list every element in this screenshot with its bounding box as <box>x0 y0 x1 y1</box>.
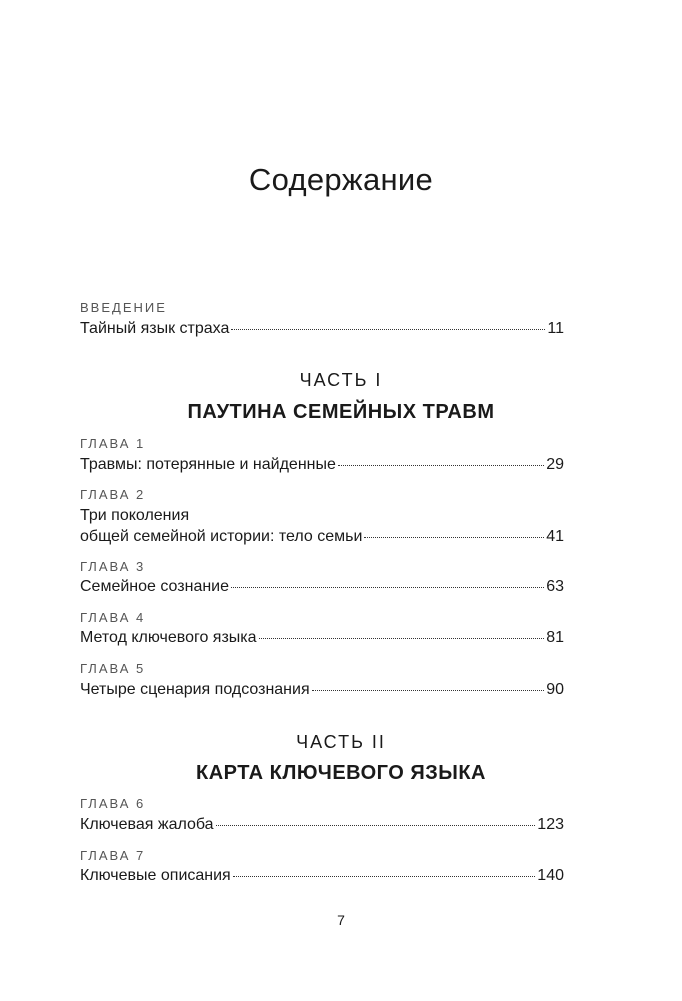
intro-label: ВВЕДЕНИЕ <box>80 300 167 315</box>
dot-leader <box>338 464 544 466</box>
chapter-label: ГЛАВА 2 <box>80 487 146 502</box>
chapter-label: ГЛАВА 4 <box>80 610 146 625</box>
toc-entry-chapter-3[interactable] <box>80 578 564 596</box>
toc-entry-text: Травмы: потерянные и найденные <box>80 456 336 473</box>
dot-leader <box>312 689 545 691</box>
toc-page-number: 41 <box>546 528 564 545</box>
toc-entry-text: Метод ключевого языка <box>80 629 257 646</box>
toc-entry-text: Четыре сценария подсознания <box>80 681 310 698</box>
part-1-label: ЧАСТЬ I <box>299 370 383 390</box>
page-title: Содержание <box>248 162 434 197</box>
dot-leader <box>231 586 544 588</box>
chapter-label: ГЛАВА 5 <box>80 661 146 676</box>
part-2-title: КАРТА КЛЮЧЕВОГО ЯЗЫКА <box>195 762 486 784</box>
toc-page-number: 140 <box>537 867 564 884</box>
chapter-label: ГЛАВА 6 <box>80 796 146 811</box>
chapter-label: ГЛАВА 7 <box>80 848 146 863</box>
toc-entry-chapter-6[interactable] <box>80 816 564 834</box>
toc-entry-text-line1[interactable]: Три поколения <box>80 507 190 524</box>
toc-page-number: 63 <box>546 578 564 595</box>
toc-entry-text: Ключевая жалоба <box>80 816 214 833</box>
part-2-label: ЧАСТЬ II <box>296 732 386 752</box>
dot-leader <box>216 824 536 826</box>
toc-entry-text: Семейное сознание <box>80 578 230 595</box>
chapter-label: ГЛАВА 1 <box>80 436 146 451</box>
toc-page-number: 90 <box>546 681 564 698</box>
toc-page-number: 123 <box>537 816 564 833</box>
toc-entry-chapter-1[interactable] <box>80 456 564 474</box>
part-1-title: ПАУТИНА СЕМЕЙНЫХ ТРАВМ <box>187 401 495 423</box>
dot-leader <box>233 875 536 877</box>
toc-entry-chapter-4[interactable] <box>80 629 564 647</box>
toc-page-number: 81 <box>546 629 564 646</box>
toc-page-number: 11 <box>547 320 564 337</box>
page-number: 7 <box>337 912 345 928</box>
toc-entry-text: общей семейной истории: тело семьи <box>80 528 363 545</box>
toc-page-number: 29 <box>546 456 564 473</box>
dot-leader <box>364 536 544 538</box>
toc-entry-intro[interactable] <box>80 320 564 338</box>
dot-leader <box>231 328 545 330</box>
toc-entry-chapter-2[interactable] <box>80 528 564 546</box>
toc-entry-text: Ключевые описания <box>80 867 231 884</box>
toc-entry-text: Тайный язык страха <box>80 320 230 337</box>
toc-entry-chapter-5[interactable] <box>80 681 564 699</box>
chapter-label: ГЛАВА 3 <box>80 559 146 574</box>
toc-entry-chapter-7[interactable] <box>80 867 564 885</box>
dot-leader <box>259 637 545 639</box>
